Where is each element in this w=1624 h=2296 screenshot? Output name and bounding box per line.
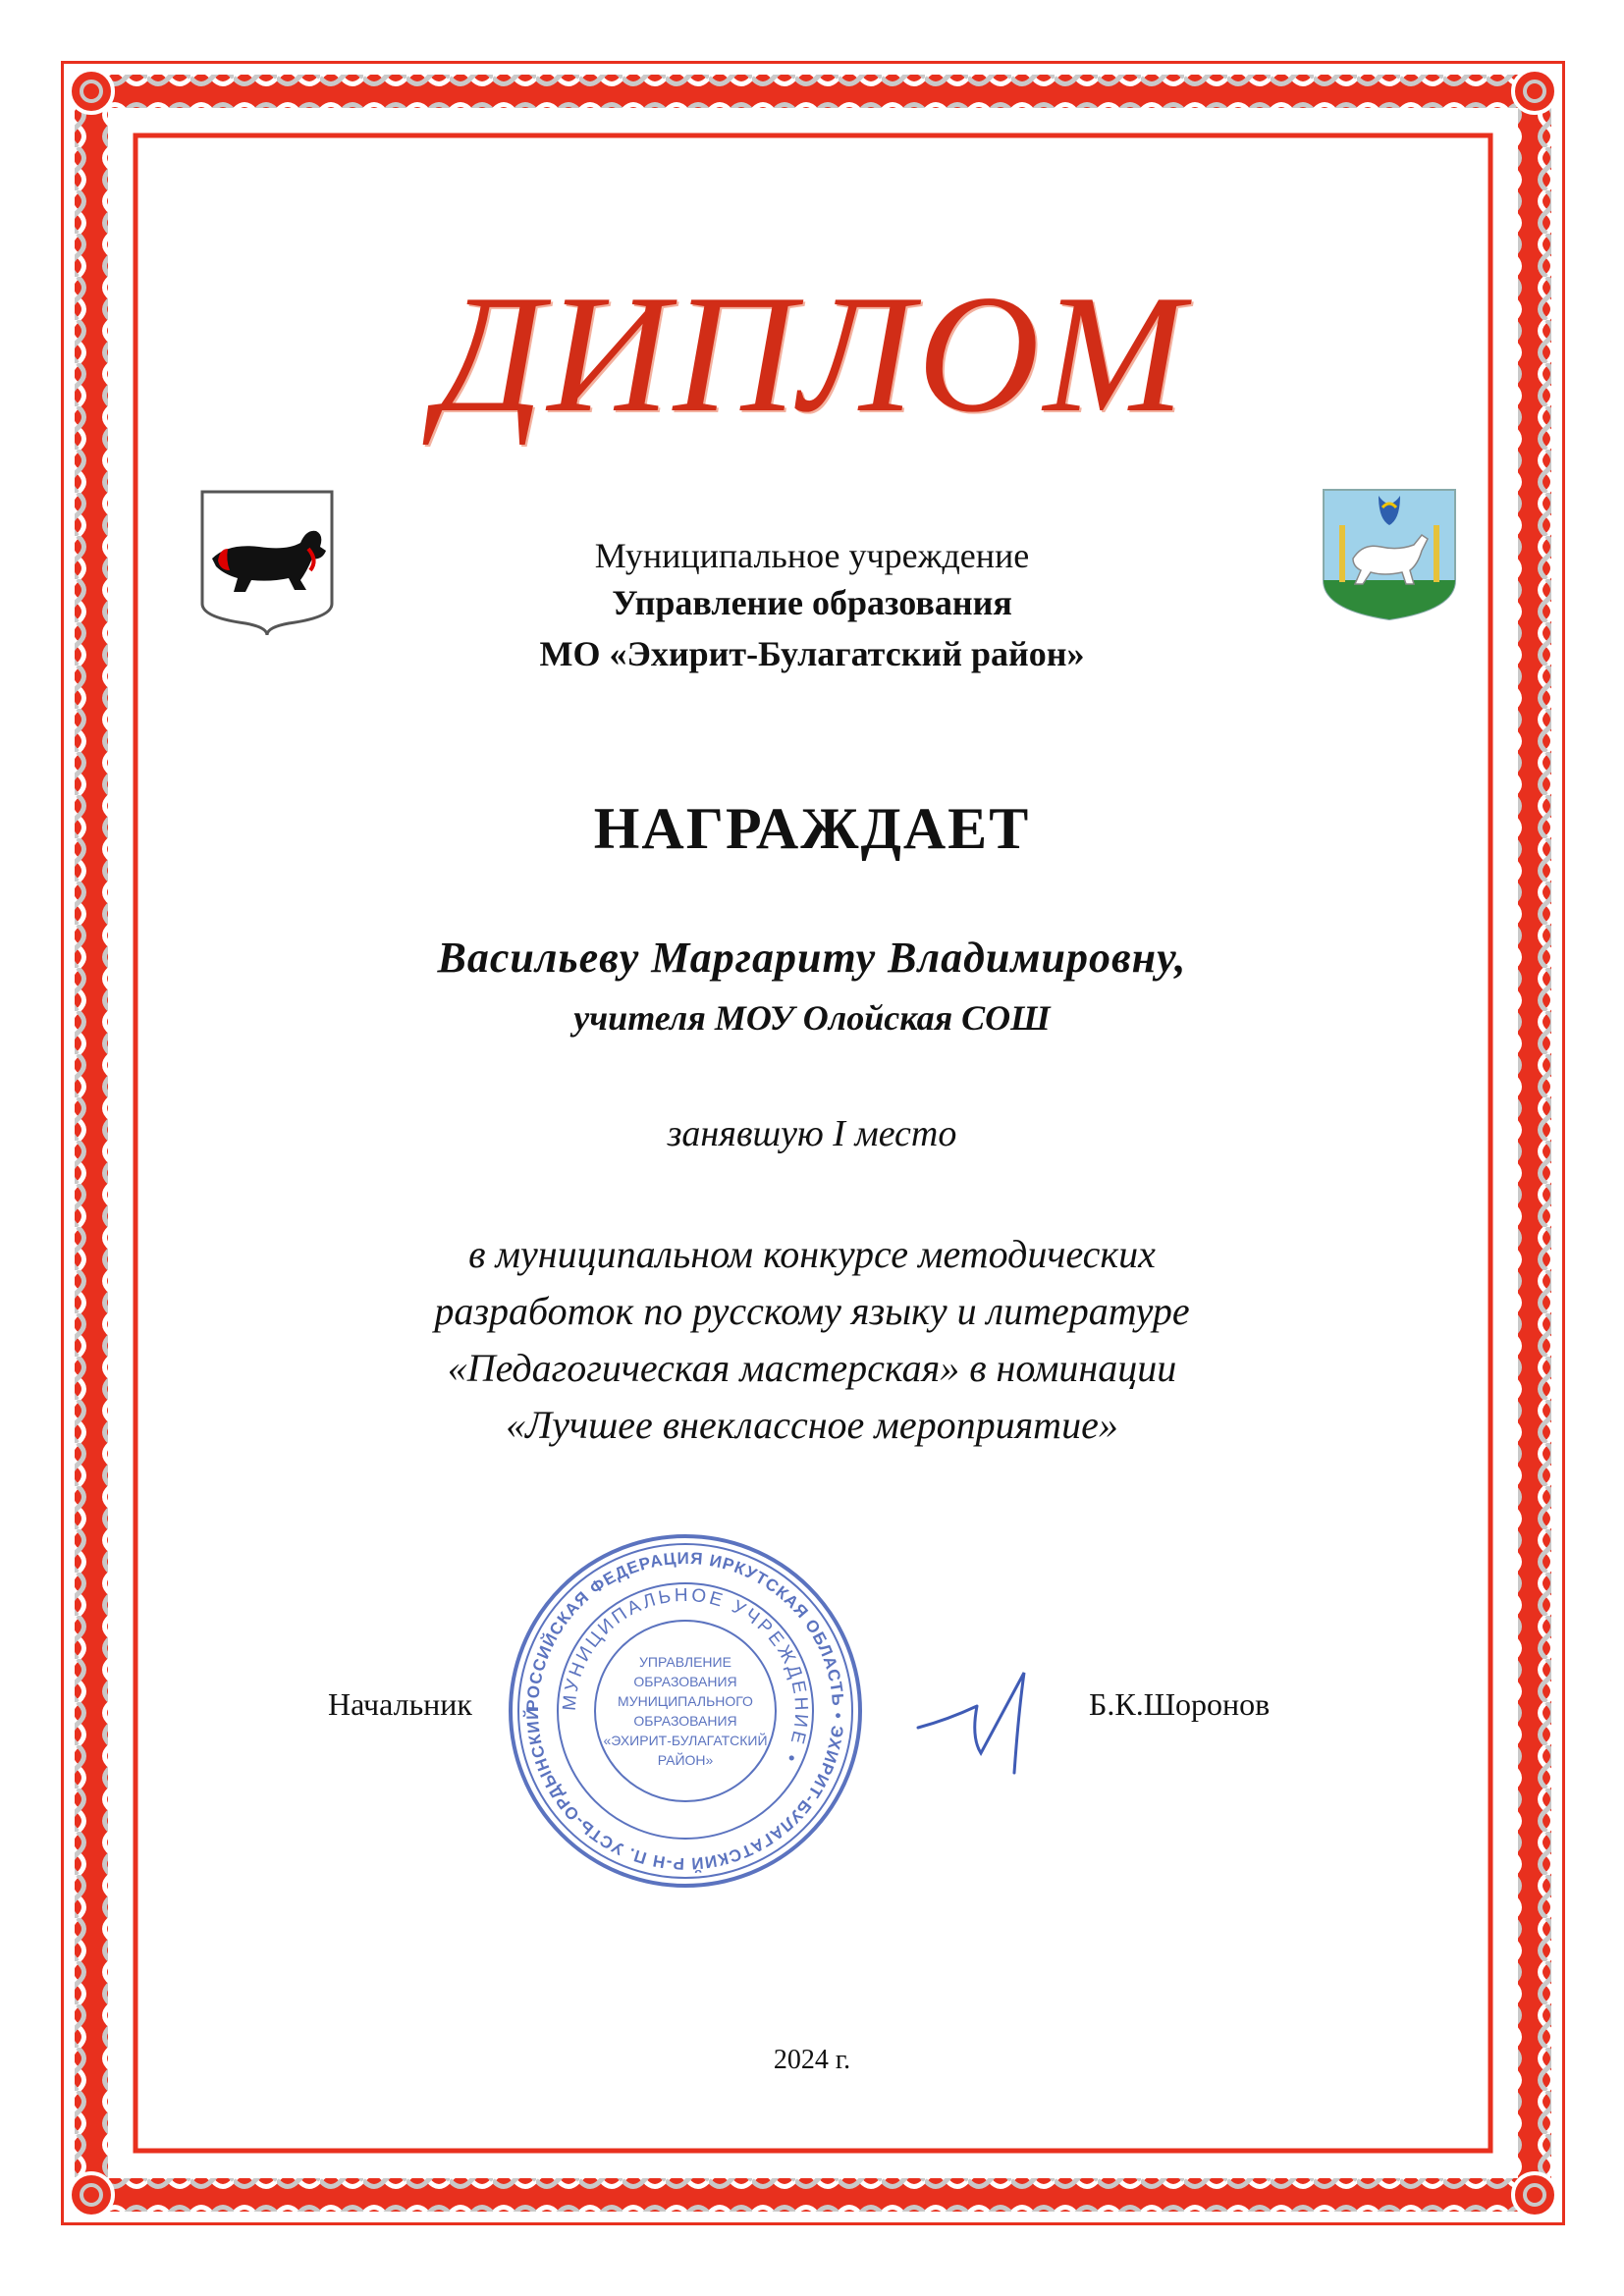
award-place: занявшую I место — [667, 1113, 957, 1154]
issue-year: 2024 г. — [773, 2045, 851, 2075]
stamp-center-line: РАЙОН» — [657, 1752, 714, 1768]
stamp-outer-text: РОССИЙСКАЯ ФЕДЕРАЦИЯ ИРКУТСКАЯ ОБЛАСТЬ • ЭХИРИТ-БУЛАГАТСКИЙ Р-Н П. УСТЬ-ОРДЫНСКИЙ — [522, 1548, 848, 1874]
recipient-position: учителя МОУ Олойская СОШ — [573, 998, 1051, 1038]
handwritten-signature — [908, 1629, 1065, 1777]
contest-line: «Лучшее внеклассное мероприятие» — [506, 1403, 1118, 1447]
stamp-center-line: ОБРАЗОВАНИЯ — [633, 1674, 737, 1689]
stamp-center-line: МУНИЦИПАЛЬНОГО — [618, 1693, 753, 1709]
contest-line: разработок по русскому языку и литературе — [434, 1289, 1190, 1333]
contest-line: «Педагогическая мастерская» в номинации — [447, 1346, 1177, 1390]
stamp-center-line: «ЭХИРИТ-БУЛАГАТСКИЙ — [603, 1733, 768, 1748]
organization-district: МО «Эхирит-Булагатский район» — [539, 634, 1085, 673]
organization-name: Управление образования — [612, 583, 1012, 622]
signatory-title: Начальник — [328, 1686, 472, 1722]
contest-line: в муниципальном конкурсе методических — [468, 1232, 1156, 1276]
official-stamp — [504, 1529, 867, 1893]
stamp-center-line: УПРАВЛЕНИЕ — [639, 1654, 731, 1670]
signatory-name: Б.К.Шоронов — [1089, 1686, 1271, 1722]
organization-line: Муниципальное учреждение — [594, 536, 1030, 575]
stamp-inner-text: МУНИЦИПАЛЬНОЕ УЧРЕЖДЕНИЕ • — [559, 1584, 812, 1768]
diploma-title: ДИПЛОМ — [436, 261, 1188, 448]
stamp-center-line: ОБРАЗОВАНИЯ — [633, 1713, 737, 1729]
awards-heading: НАГРАЖДАЕТ — [593, 796, 1031, 861]
recipient-name: Васильеву Маргариту Владимировну, — [437, 934, 1187, 982]
